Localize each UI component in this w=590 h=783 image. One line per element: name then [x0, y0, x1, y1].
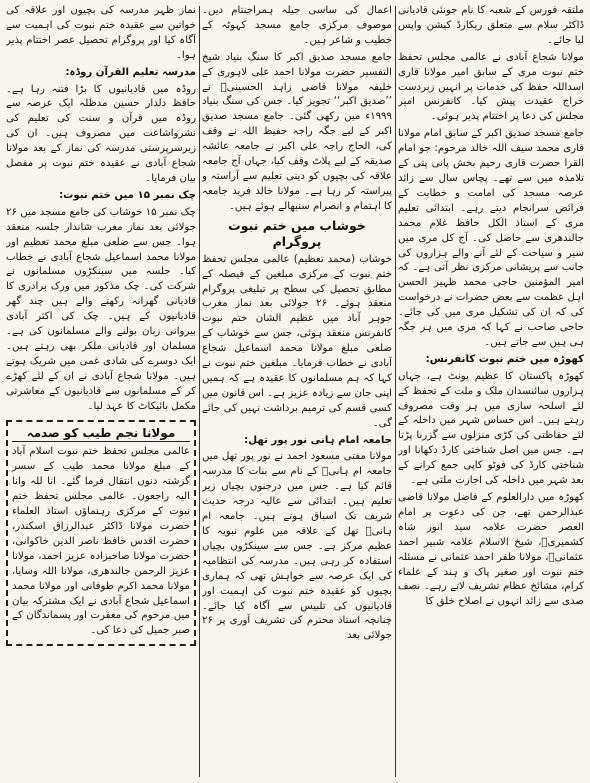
paragraph: روڈہ میں قادیانیوں کا بڑا فتنہ رہا ہے۔ حافظ دلدار حسین مدظلہ ایک عرصہ سے روڈہ میں قرآن و سنت کی تعلیم کی نشرواشاعت میں مصروف ہیں۔ ان کی زیرسرپرستی مدرسہ کی نماز کے بعد مولانا شجاع آبادی نے عقیدہ ختم نبوت پر مفصل بیان فرمایا۔ [6, 83, 196, 184]
paragraph: نماز ظہر مدرسہ کی بچیوں اور علاقہ کی خواتین سے عقیدہ ختم نبوت کی اہمیت سے آگاہ کیا اور پروگرام تحصیل عصر اختتام پذیر ہوا۔ [6, 5, 196, 61]
paragraph: کھوڑہ پاکستان کا عظیم یونٹ ہے، جہاں ہزاروں سائنسدان ملک و ملت کے تحفظ کے لئے اسلحہ سازی میں ہر وقت مصروف رہتے ہیں۔ اس حساس شہر میں داخلہ کے لئے حفاظتی کی کڑی منزلوں سے گزرنا پڑتا ہے۔ جس میں اصل شناختی کارڈ دکھانا اور شناختی کارڈ کی فوٹو کاپی جمع کرانے کے بعد شہر میں داخلہ کی اجازت ملتی ہے۔ [398, 370, 584, 487]
paragraph: جامع مسجد صدیق اکبر کا سنگ بنیاد شیخ التفسیر حضرت مولانا احمد علی لاہوری کے خلیفہ مولانا قاضی زاہد الحسینیؒ نے ’’صدیق اکبر‘‘ تجویز کیا۔ جس کی سنگ بنیاد ۱۹۹۹ء میں رکھی گئی۔ جامع مسجد صدیق اکبر کے لیے جگہ راجہ حفیظ اللہ نے وقف کی، الحاج راجہ علی اکبر نے جامعہ عائشہ صدیقہ کے لیے پلاٹ وقف کیا، جہاں آج جامعہ علاقہ کی بچیوں کو دینی تعلیم سے آراستہ و پیراستہ کر رہا ہے۔ مولانا خالد فرید جامعہ کا اہتمام و انصرام سنبھالے ہوئے ہیں۔ [202, 51, 392, 212]
paragraph: خوشاب (محمد تعظیم) عالمی مجلس تحفظ ختم نبوت کے مرکزی مبلغین کے فیصلہ کے مطابق تحصیل کی سطح پر تبلیغی پروگرام منعقد ہوئے۔ ۲۶ جولائی بعد نماز مغرب جوہر آباد میں عظیم الشان ختم نبوت کانفرنس منعقد ہوئی، جس سے خوشاب کے ضلعی مبلغ مولانا محمد اسماعیل شجاع آبادی نے خطاب فرمایا۔ مبلغین ختم نبوت نے کہا کہ ہم مسلمانوں کا عقیدہ ہے کہ ہمیں اپنی جان سے زیادہ عزیز ہے۔ اس قانون میں کسی قسم کی ترمیم برداشت نہیں کی جائے گی۔ [202, 253, 392, 429]
column-divider [199, 6, 200, 777]
paragraph: کھوڑہ میں دارالعلوم کے فاضل مولانا قاضی عبدالرحمن تھے، جن کی دعوت پر امام العصر حضرت علامہ سید انور شاہ کشمیریؒ، شیخ الاسلام علامہ شبیر احمد عثمانیؒ، مولانا ظفر احمد عثمانی نے مسئلہ ختم نبوت اور صغیر پاک و ہند کے علماء کرام، مشائخ عظام تشریف لاتے رہے۔ نصف صدی سے زائد انہوں نے اصلاح خلق کا [398, 492, 584, 608]
paragraph: جامع مسجد صدیق اکبر کے سابق امام مولانا قاری محمد سیف اللہ خالد مرحوم: جو امام القرا حضرت قاری رحیم بخش پانی پتی کے تلامذہ میں سے تھے۔ پچاس سال سے زائد عرصہ مسجد کی امامت و خطابت کے فرائض سرانجام دیتے رہے۔ ابتدائی تعلیم مری کے استاذ الکل حافظ غلام محمد جالندھری سے حاصل کی۔ آج کل مری میں سیر و سیاحت کے لئے آنے والے ہزاروں کی جانب سے پریشانی مرکزی نظر آتی ہے۔ کہ امیر المؤمنین حاجی محمد ظہیر الحسن اہل عظمت سے بعض حضرات نے درخواست کی کہ ان کی تشکیل مری میں کی جائے۔ حاجی صاحب نے کہا کہ مری میں ہر جگہ ہی ہیں سے جاتے ہیں۔ [398, 128, 584, 348]
paragraph: چک نمبر ۱۵ خوشاب کی جامع مسجد میں ۲۶ جولائی بعد نماز مغرب شاندار جلسہ منعقد ہوا۔ جس سے ضلعی مبلغ محمد تعظیم اور مولانا محمد اسماعیل شجاع آبادی نے خطاب کیا۔ جلسہ میں سینکڑوں مسلمانوں نے شرکت کی۔ چک مذکور میں ورک برادری کا قادیانی گھرانہ رکھتے والے ہیں چند گھر قادیانیوں کے ہیں۔ چک کی اکثر آبادی بیروانی زبان بولنے والے مسلمانوں کی ہے۔ مسلمان اور قادیانی ملکر بھی رہتے ہیں۔ ایک دوسرے کی شادی غمی میں شریک ہوتے ہیں۔ مولانا شجاع آبادی نے ان کے لئے کھڑے کر کے مسلمانوں سے قادیانیوں کے معاشرتی مکمل بائیکاٹ کا عہد لیا۔ [6, 206, 196, 412]
column-left [6, 4, 196, 779]
condolence-box [6, 420, 196, 646]
paragraph: اعمال کی ساسی جیلہ ہمراجنتام دیں۔ موصوف مرکزی جامع مسجد کہوٹہ کے خطیب و شاعر ہیں۔ [202, 5, 392, 46]
paragraph: عالمی مجلس تحفظ ختم نبوت اسلام آباد کے مبلغ مولانا محمد طیب کے سسر گزشتہ دنوں انتقال فرما گئے۔ انا للہ وانا الیہ راجعون۔ عالمی مجلس تحفظ ختم نبوت کے مرکزی رہنماؤں استاذ العلماء حضرت مولانا ڈاکٹر عبدالرزاق اسکندر، حضرت اقدس حافظ ناصر الدین خاکوانی، حضرت مولانا صاحبزادہ عزیز احمد، مولانا عزیز الرحمن جالندھری، مولانا اللہ وسایا، مولانا محمد اکرم طوفانی اور مولانا محمد اسماعیل شجاع آبادی نے ایک مشترکہ بیان میں مرحوم کی مغفرت اور پسماندگان کے صبر جمیل کی دعا کی۔ [12, 446, 190, 637]
paragraph: مولانا شجاع آبادی نے عالمی مجلس تحفظ ختم نبوت مری کے سابق امیر مولانا قاری اسداللہ حفظ کی خدمات پر انہیں زبردست خراج عقیدت پیش کیا۔ کانفرنس امیر مجلس کی دعا پر اختتام پذیر ہوئی۔ [398, 51, 584, 123]
article-headline: خوشاب میں ختم نبوت پروگرام [228, 217, 366, 249]
section-heading: کھوڑہ میں ختم نبوت کانفرنس: [425, 353, 584, 365]
box-title: مولانا نجم طیب کو صدمہ [12, 425, 190, 442]
paragraph: ملتقہ فورس کے شعبہ کا نام جونئی قادیانی ڈاکٹر سلام سے متعلق ریکارڈ کیشن واپس لیا جائے۔ [398, 5, 584, 46]
column-right [398, 4, 584, 779]
paragraph: مولانا مفتی مسعود احمد نے نور پور تھل میں جامعہ ام ہانیؓ کے نام سے بنات کا مدرسہ قائم کیا ہے۔ جس میں درجنوں بچیاں زیر تعلیم ہیں۔ ابتدائی سے عالیہ درجہ حدیث شریف تک اسباق ہوتے ہیں۔ جامعہ ام ہانیؓ تھل کے علاقہ میں علوم نبویہ کا عظیم مرکز ہے۔ جس سے سینکڑوں بچیاں استفادہ کر رہی ہیں۔ مدرسہ کی انتظامیہ کی ایک عرصہ سے خواہش تھی کہ ہماری بچیوں کو عقیدہ ختم نبوت کی اہمیت اور قادیانیوں کی تلبیس سے آگاہ کیا جائے۔ چنانچہ استاذ محترم کی تشریف آوری پر ۲۶ جولائی بعد [202, 451, 392, 642]
column-divider [395, 6, 396, 777]
section-heading: چک نمبر ۱۵ میں ختم نبوت: [59, 189, 196, 201]
column-middle [202, 4, 392, 779]
section-heading: مدرسہ تعلیم القرآن روڈہ: [65, 66, 196, 78]
section-heading: جامعہ امام ہانی نور پور تھل: [244, 434, 392, 446]
